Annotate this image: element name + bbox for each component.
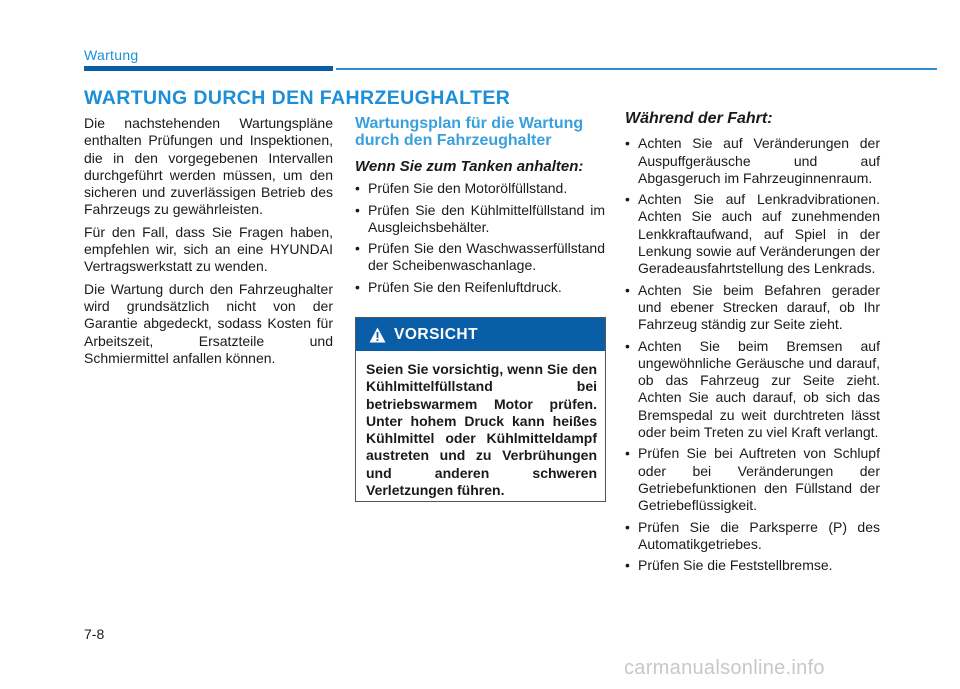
caution-header <box>356 318 605 351</box>
intro-paragraph: Die nachstehenden Wartungspläne enthalten Prüfungen und Inspektionen, die in den vorgegebenen Intervallen durchgeführt werden müssen, um den sicheren und zuverlässigen Betrieb des Fahrzeugs zu gewährleisten. <box>84 115 333 218</box>
section-label: Wartung <box>84 47 139 63</box>
refuel-column <box>355 115 605 300</box>
driving-list <box>625 135 880 574</box>
caution-label: VORSICHT <box>394 325 479 343</box>
intro-paragraph: Die Wartung durch den Fahrzeughalter wird grundsätzlich nicht von der Garantie abgedeckt, sodass Kosten für Arbeitszeit, Ersatzteile und Schmiermittel anfallen können. <box>84 280 333 366</box>
list-item: • Prüfen Sie die Parksperre (P) des Automatikgetriebes. <box>625 519 880 554</box>
page-number: 7-8 <box>84 626 105 642</box>
refuel-heading: Wenn Sie zum Tanken anhalten: <box>355 158 584 175</box>
list-item: • Prüfen Sie den Reifenluftdruck. <box>355 279 605 296</box>
header-rule-dark <box>84 66 333 71</box>
list-item: • Prüfen Sie die Feststellbremse. <box>625 557 880 574</box>
intro-column <box>84 115 333 372</box>
intro-paragraph: Für den Fall, dass Sie Fragen haben, empfehlen wir, sich an eine HYUNDAI Vertragswerkstatt zu wenden. <box>84 223 333 275</box>
list-item: • Prüfen Sie den Waschwasserfüllstand der Scheibenwaschanlage. <box>355 240 605 275</box>
watermark: carmanualsonline.info <box>624 657 825 679</box>
list-item: • Achten Sie auf Lenkradvibrationen. Achten Sie auch auf zunehmenden Lenkkraftaufwand, auf Spiel in der Lenkung sowie auf Veränderungen der Geradeausfahrtstellung des Lenkrads. <box>625 191 880 277</box>
driving-column <box>625 110 880 578</box>
list-item: • Prüfen Sie den Motorölfüllstand. <box>355 180 605 197</box>
list-item: • Achten Sie beim Befahren gerader und ebener Strecken darauf, ob Ihr Fahrzeug ständig zur Seite zieht. <box>625 282 880 334</box>
list-item: • Prüfen Sie bei Auftreten von Schlupf oder bei Veränderungen der Getriebefunktionen den Füllstand der Getriebeflüssigkeit. <box>625 445 880 514</box>
caution-box <box>355 317 606 502</box>
list-item: • Prüfen Sie den Kühlmittelfüllstand im Ausgleichsbehälter. <box>355 202 605 237</box>
page-title: WARTUNG DURCH DEN FAHRZEUGHALTER <box>84 87 511 109</box>
header-rule-light <box>336 68 937 70</box>
warning-triangle-icon <box>369 327 386 343</box>
refuel-list <box>355 180 605 296</box>
list-item: • Achten Sie auf Veränderungen der Auspuffgeräusche und auf Abgasgeruch im Fahrzeuginnenraum. <box>625 135 880 187</box>
schedule-title: Wartungsplan für die Wartung durch den Fahrzeughalter <box>355 115 584 149</box>
driving-heading: Während der Fahrt: <box>625 110 773 127</box>
list-item: • Achten Sie beim Bremsen auf ungewöhnliche Geräusche und darauf, ob das Fahrzeug zur Seite zieht. Achten Sie auch darauf, ob sich das Bremspedal zu weit durchtreten lässt oder beim Treten zu viel Kraft verlangt. <box>625 338 880 442</box>
caution-text: Seien Sie vorsichtig, wenn Sie den Kühlmittelfüllstand bei betriebswarmem Motor prüfen. Unter hohem Druck kann heißes Kühlmittel oder Kühlmitteldampf austreten und zu Verbrühungen und anderen schweren Verletzungen führen. <box>366 361 597 499</box>
